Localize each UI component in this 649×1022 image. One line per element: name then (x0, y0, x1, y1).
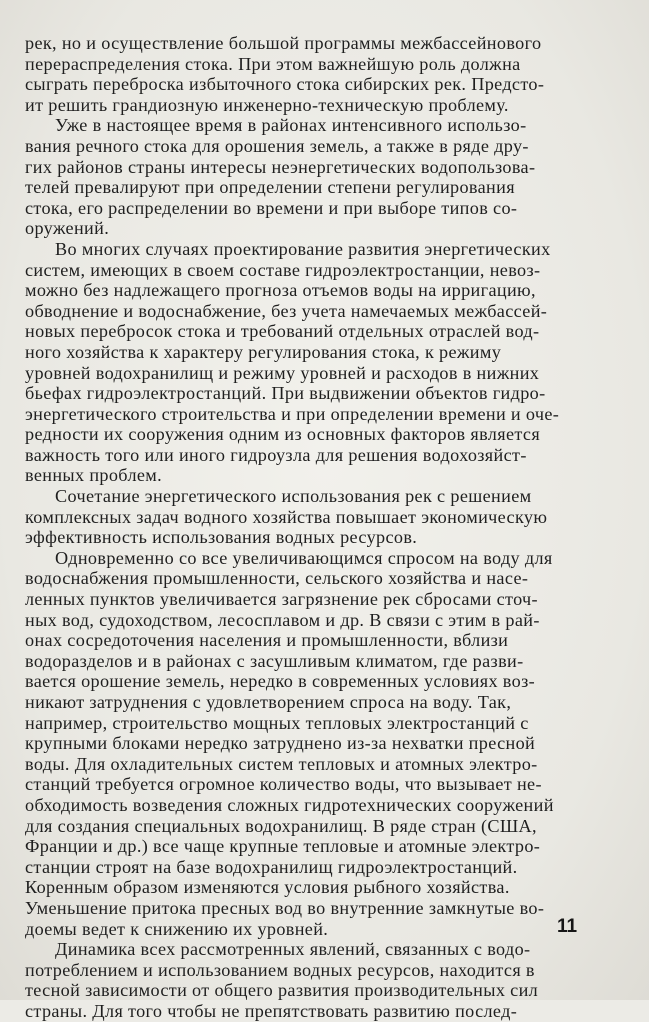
text-line: гих районов страны интересы неэнергетических водопользова- (25, 156, 536, 177)
text-line: ных вод, судоходством, лесосплавом и др. В связи с этим в рай- (25, 609, 540, 630)
text-line: можно без надлежащего прогноза отъемов воды на ирригацию, (25, 280, 536, 301)
text-line: ного хозяйства к характеру регулирования стока, к режиму (25, 341, 502, 362)
paragraph-5 (25, 548, 580, 939)
text-line: Коренным образом изменяются условия рыбного хозяйства. (25, 877, 510, 898)
text-line: станции строят на базе водохранилищ гидроэлектростанций. (25, 856, 518, 877)
paragraph-4 (25, 486, 580, 548)
text-line: редности их сооружения одним из основных факторов является (25, 424, 541, 445)
text-line: систем, имеющих в своем составе гидроэлектростанции, невоз- (25, 259, 541, 280)
text-line: Уменьшение притока пресных вод во внутренние замкнутые во- (25, 897, 545, 918)
body-text (25, 33, 580, 1022)
text-line: водоразделов и в районах с засушливым климатом, где разви- (25, 650, 524, 671)
text-line: эффективность использования водных ресурсов. (25, 527, 418, 548)
text-line: обводнение и водоснабжение, без учета намечаемых межбассей- (25, 300, 548, 321)
text-line: потреблением и использованием водных ресурсов, находится в (25, 959, 535, 980)
text-line: крупными блоками нередко затруднено из-за нехватки пресной (25, 733, 536, 754)
text-line: телей превалируют при определении степени регулирования (25, 177, 515, 198)
text-line: венных проблем. (25, 465, 163, 486)
text-line: онах сосредоточения населения и промышленности, вблизи (25, 630, 509, 651)
text-line: оружений. (25, 218, 110, 239)
text-line: никают затруднения с удовлетворением спроса на воду. Так, (25, 692, 512, 712)
paragraph-3 (25, 239, 580, 486)
text-line: вается орошение земель, нередко в современных условиях воз- (25, 671, 536, 692)
text-line: страны. Для того чтобы не препятствовать развитию послед- (25, 1000, 518, 1021)
text-line: комплексных задач водного хозяйства повышает экономическую (25, 506, 548, 527)
paragraph-2 (25, 115, 580, 239)
text-line: сыграть переброска избыточного стока сибирских рек. Предсто- (25, 74, 545, 95)
text-line: перераспределения стока. При этом важнейшую роль должна (25, 53, 521, 74)
text-line: вания речного стока для орошения земель, а также в ряде дру- (25, 135, 529, 156)
page-number: 11 (557, 916, 578, 937)
paragraph-6 (25, 939, 580, 1021)
text-line: стока, его распределении во времени и при выборе типов со- (25, 197, 518, 218)
text-line: ит решить грандиозную инженерно-техническую проблему. (25, 94, 509, 115)
text-line: доемы ведет к снижению их уровней. (25, 918, 329, 939)
text-line: ленных пунктов увеличивается загрязнение рек сбросами сточ- (25, 589, 538, 610)
text-line: бьефах гидроэлектростанций. При выдвижении объектов гидро- (25, 383, 546, 404)
text-line: Франции и др.) все чаще крупные тепловые и атомные электро- (25, 836, 541, 857)
paragraph-1 (25, 33, 580, 115)
text-line: Динамика всех рассмотренных явлений, связанных с водо- (55, 939, 531, 960)
text-line: новых перебросок стока и требований отдельных отраслей вод- (25, 321, 540, 342)
text-line: уровней водохранилищ и режиму уровней и расходов в нижних (25, 362, 540, 383)
text-line: водоснабжения промышленности, сельского хозяйства и насе- (25, 568, 529, 589)
text-line: энергетического строительства и при определении времени и оче- (25, 403, 560, 424)
text-line: Сочетание энергетического использования рек с решением (55, 486, 532, 507)
text-line: Во многих случаях проектирование развития энергетических (55, 238, 551, 259)
text-line: рек, но и осуществление большой программы межбассейнового (25, 33, 542, 53)
text-line: Уже в настоящее время в районах интенсивного использо- (55, 115, 527, 136)
text-line: для создания специальных водохранилищ. В ряде стран (США, (25, 815, 537, 836)
text-line: Одновременно со все увеличивающимся спросом на воду для (55, 547, 553, 568)
text-line: воды. Для охладительных систем тепловых и атомных электро- (25, 753, 538, 774)
text-line: важность того или иного гидроузла для решения водохозяйст- (25, 444, 527, 465)
text-line: тесной зависимости от общего развития производительных сил (25, 980, 539, 1001)
text-line: обходимость возведения сложных гидротехнических сооружений (25, 794, 554, 815)
text-line: например, строительство мощных тепловых электростанций с (25, 712, 529, 733)
text-line: станций требуется огромное количество воды, что вызывает не- (25, 774, 542, 795)
